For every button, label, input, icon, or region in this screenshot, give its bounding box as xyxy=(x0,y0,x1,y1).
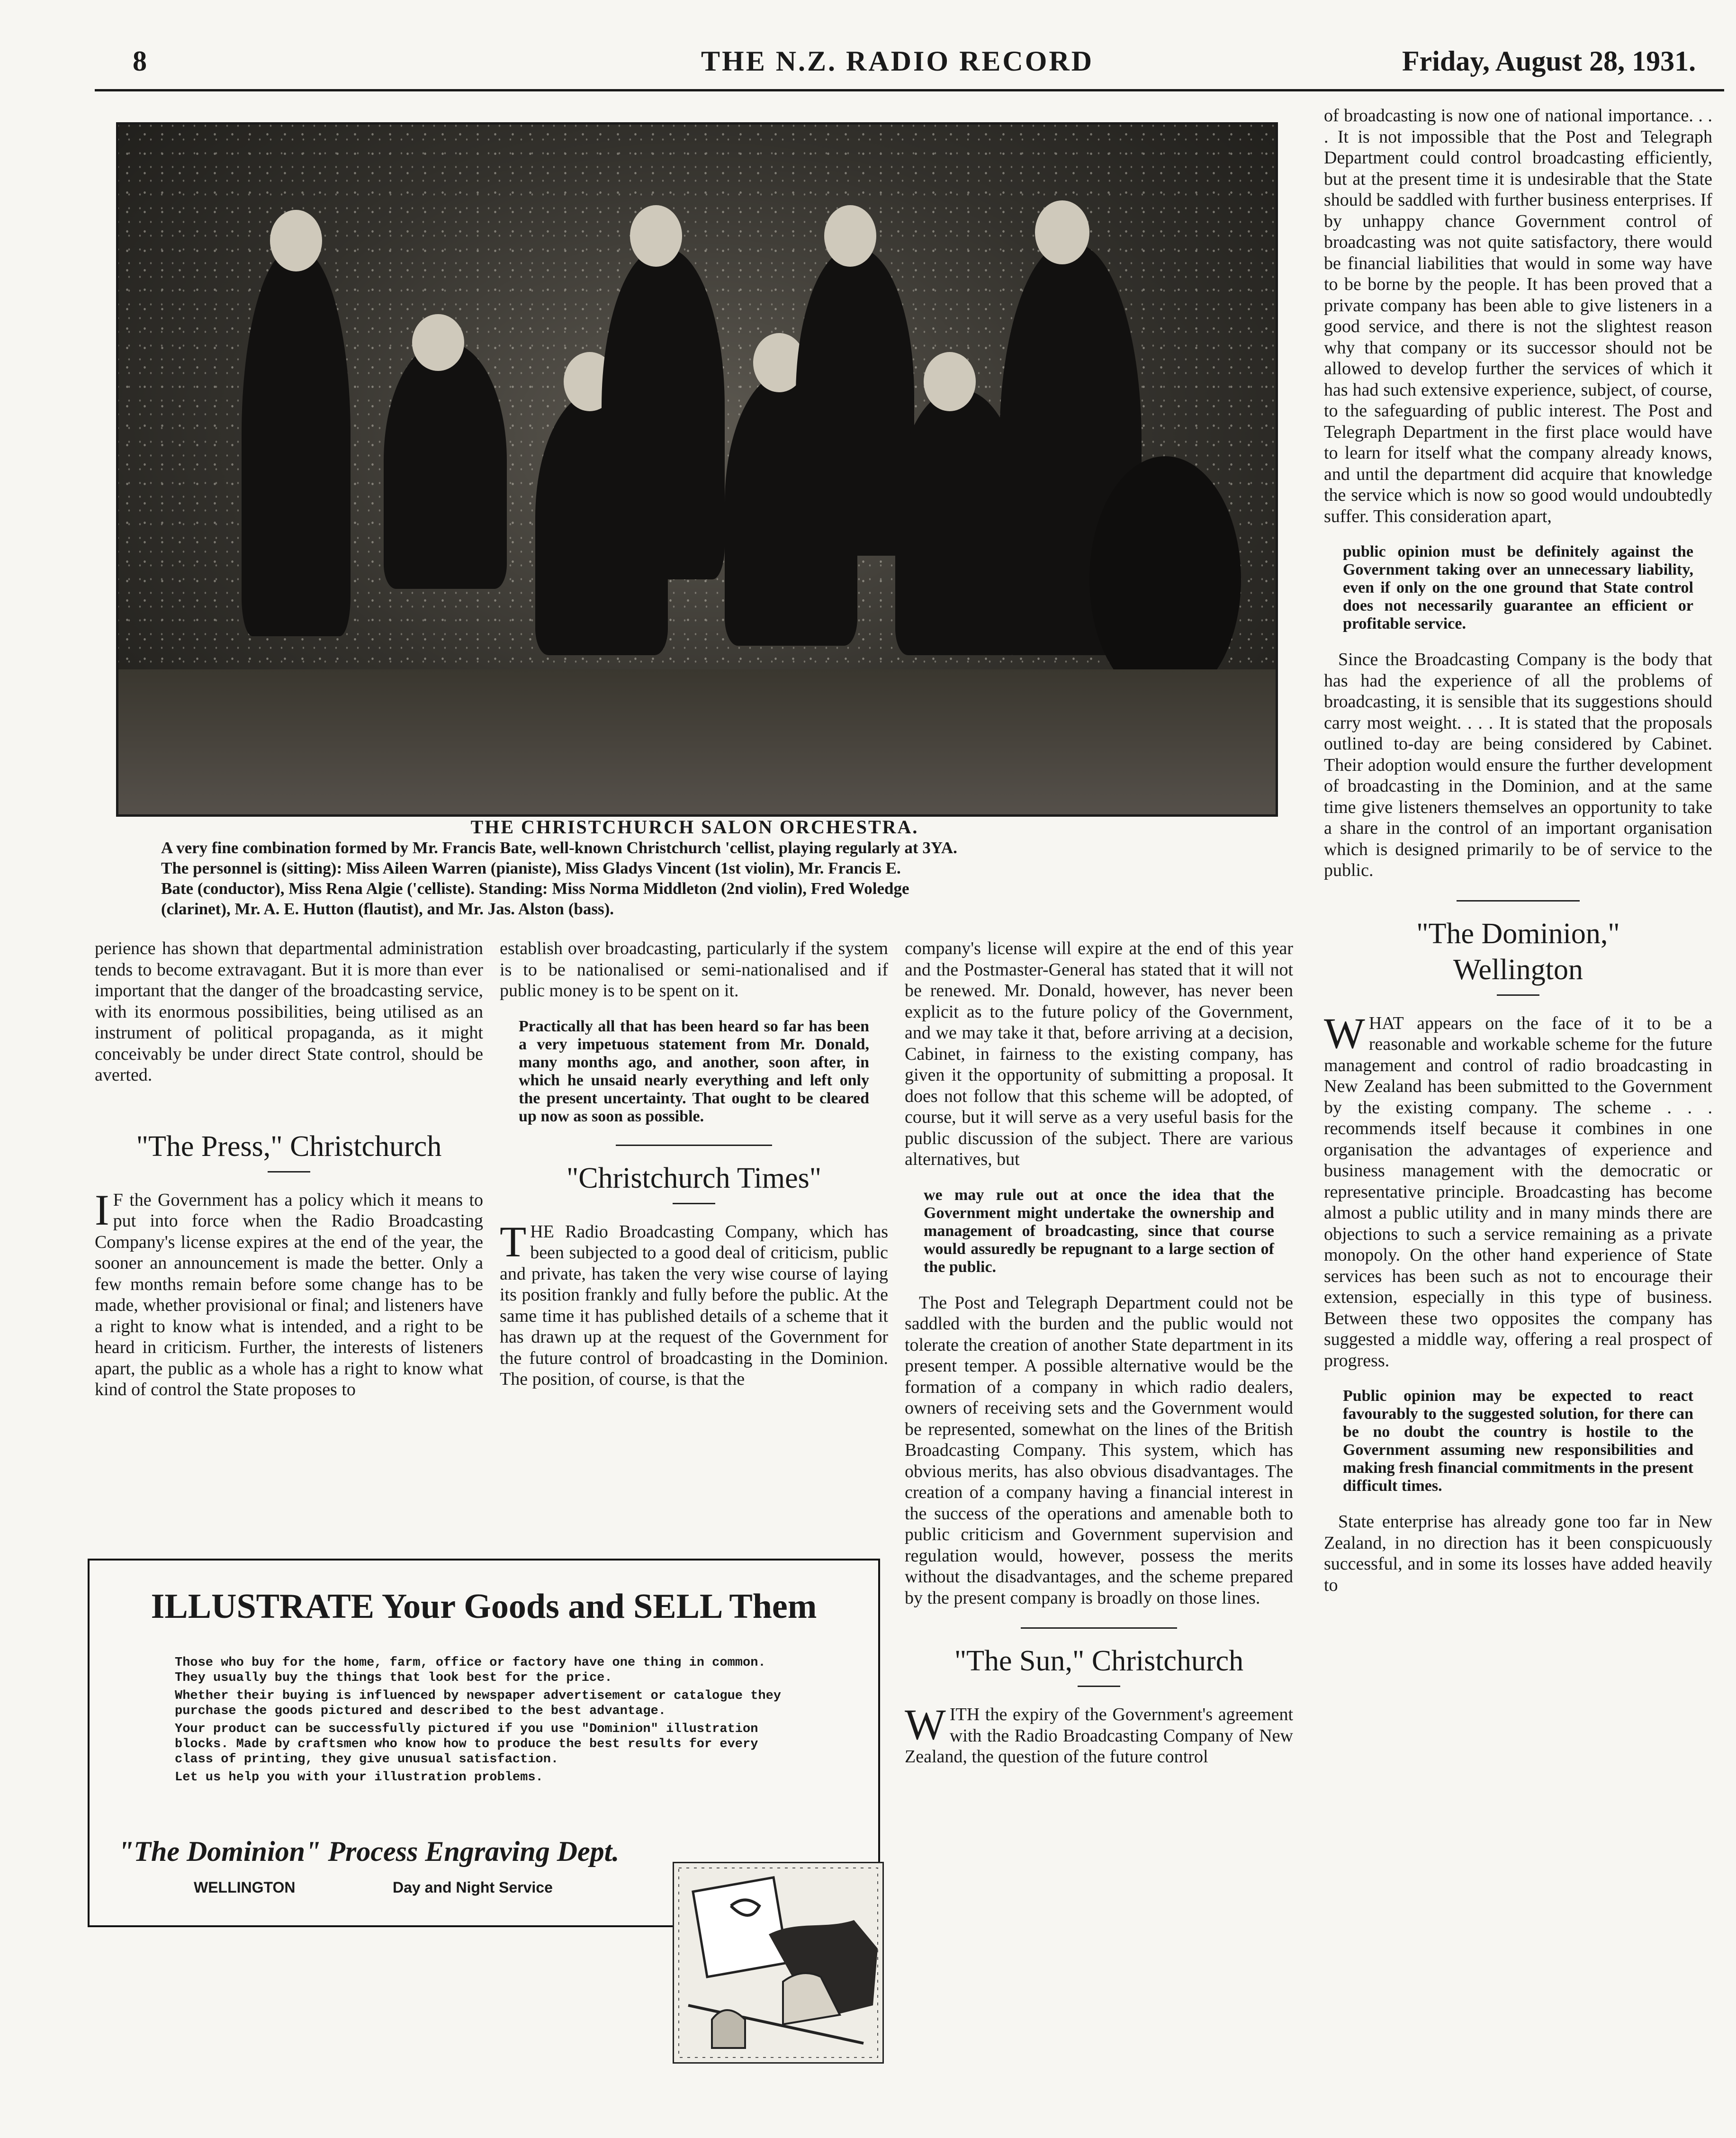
drop-cap: W xyxy=(905,1700,946,1749)
ad-paragraph: Whether their buying is influenced by newspaper advertisement or catalogue they purchase the goods pictured and described to the best advantage. xyxy=(175,1689,782,1718)
section-divider xyxy=(1457,900,1580,902)
issue-date: Friday, August 28, 1931. xyxy=(1402,45,1696,77)
drop-cap: T xyxy=(500,1217,527,1266)
section-divider xyxy=(1021,1627,1177,1629)
ad-paragraph: Let us help you with your illustration problems. xyxy=(175,1770,543,1785)
article-text: THE Radio Broadcasting Company, which has been subjected to a good deal of criticism, public and private, has taken the very wise course of laying its position frankly and fully before the public. At the same time it has published details of a scheme that it has drawn up at the request of the Government for the future control of broadcasting in the Dominion. The position, of course, is that the xyxy=(500,1217,888,1389)
photo-title: THE CHRISTCHURCH SALON ORCHESTRA. xyxy=(470,816,919,838)
article-text: I F the Government has a policy which it means to put into force when the Radio Broadcasting Company's license expires at the end of the year, the sooner an announcement is made the better. Only a few months remain before some change has to be made, whether provisional or final; and listeners have a right to know what is intended, and a right to be heard in criticism. Further, the interests of listeners apart, the public as a whole has a right to know what kind of control the State proposes to xyxy=(95,1185,483,1399)
ad-paragraph: Those who buy for the home, farm, office or factory have one thing in common. They usually buy the things that look best for the price. xyxy=(175,1656,766,1685)
section-heading: "Christchurch Times" xyxy=(566,1162,822,1194)
drop-cap: W xyxy=(1324,1009,1365,1057)
article-text: Since the Broadcasting Company is the body that has had the experience of all the problems of broadcasting, it is sensible that its suggestions should carry most weight. . . . It is stated that the proposals outlined to-day are being considered by Cabinet. Their adoption would ensure the further development of broadcasting in the Dominion, and at the same time give listeners themselves an opportunity to take a share in the control of an important organisation which is designed primarily to be of service to the public. xyxy=(1324,650,1712,880)
ad-service: Day and Night Service xyxy=(393,1879,553,1896)
ad-city: WELLINGTON xyxy=(194,1879,296,1896)
article-text: The Post and Telegraph Department could not be saddled with the burden and the public would not tolerate the creation of another State department in its present temper. A possible alternative would be the formation of a company in which radio dealers, owners of receiving sets and the Government would be represented, somewhat on the lines of the British Broadcasting Company. This system, which has obvious merits, has also obvious disadvantages. The creation of a company having a financial interest in the success of the operations and amenable both to public criticism and Government supervision and regulation would, however, possess the merits without the disadvantages, and the scheme prepared by the present company is broadly on those lines. xyxy=(905,1292,1293,1608)
article-text: perience has shown that departmental administration tends to become extravagant. But it is more than ever important that the danger of the broadcasting service, with its enormous possibilities, being utilised as an instrument of political propaganda, as it might conceivably be under direct State control, should be averted. xyxy=(95,938,483,1085)
article-text: WITH the expiry of the Government's agreement with the Radio Broadcasting Company of New Zealand, the question of the future control xyxy=(905,1700,1293,1767)
header-rule xyxy=(95,89,1724,91)
column-3 xyxy=(905,938,1293,1768)
page-number: 8 xyxy=(133,45,147,77)
article-text: WHAT appears on the face of it to be a reasonable and workable scheme for the future management and control of radio broadcasting in New Zealand has been submitted to the Government by the existing company. The scheme . . . recommends itself because it combines in one organisation the advantages of experience and business management with the democratic or representative principle. Broadcasting has become almost a public utility and in many minds there are objections to such a service remaining as a private monopoly. On the other hand experience of State services has been such as not to encourage their extension, especially in this type of business. Between these two opposites the company has suggested a middle way, offering a real prospect of progress. xyxy=(1324,1009,1712,1371)
heading-rule xyxy=(673,1203,715,1204)
section-divider xyxy=(616,1145,772,1146)
drop-cap: I xyxy=(95,1185,109,1234)
section-heading: "The Sun," Christchurch xyxy=(954,1645,1244,1677)
publication-title: THE N.Z. RADIO RECORD xyxy=(701,45,1094,77)
section-heading: "The Dominion," Wellington xyxy=(1416,917,1620,986)
photo-caption xyxy=(161,838,1265,919)
caption-line: A very fine combination formed by Mr. Francis Bate, well-known Christchurch 'cellist, playing regularly at 3YA. xyxy=(161,839,957,857)
ad-body xyxy=(175,1655,800,1785)
pull-quote: public opinion must be definitely against the Government taking over an unnecessary liability, even if only on the one ground that State control does not necessarily guarantee an efficient or profitable service. xyxy=(1343,543,1693,632)
column-4 xyxy=(1324,105,1712,1596)
heading-rule xyxy=(268,1171,310,1173)
column-1 xyxy=(95,938,483,1400)
article-text: company's license will expire at the end of this year and the Postmaster-General has stated that it will not be renewed. Mr. Donald, however, has never been explicit as to the future policy of the Government, and we may take it that, before arriving at a decision, Cabinet, in fairness to the existing company, has given it the opportunity of submitting a proposal. It does not follow that this scheme will be adopted, of course, but it will serve as a very useful basis for the public discussion of the subject. There are various alternatives, but xyxy=(905,938,1293,1169)
ad-paragraph: Your product can be successfully pictured if you use "Dominion" illustration blocks. Made by craftsmen who know how to produce the best results for every class of printing, they give unusual satisfaction. xyxy=(175,1722,758,1767)
orchestra-photo xyxy=(116,122,1278,817)
ad-headline: ILLUSTRATE Your Goods and SELL Them xyxy=(151,1587,817,1626)
pull-quote: we may rule out at once the idea that the Government might undertake the ownership and management of broadcasting, since that course would assuredly be repugnant to a large section of the public. xyxy=(924,1186,1274,1276)
article-text: of broadcasting is now one of national importance. . . . It is not impossible that the Post and Telegraph Department could control broadcasting efficiently, but at the present time it is undesirable that the State should be saddled with further business enterprises. If by unhappy chance Government control of broadcasting was not quite satisfactory, there would be financial liabilities that would in some way have to be borne by the people. It has been proved that a private company has been able to give listeners in a good service, and there is not the slightest reason why that company or its successor should not be allowed to develop further the services of which it has had such extensive experience, subject, of course, to the safeguarding of public interest. The Post and Telegraph Department in the first place would have to learn for itself what the company already knows, and until the department did acquire that knowledge the service which is now so good would undoubtedly suffer. This consideration apart, xyxy=(1324,106,1712,526)
section-heading: "The Press," Christchurch xyxy=(136,1130,442,1163)
pull-quote: Practically all that has been heard so far has been a very impetuous statement from Mr. Donald, many months ago, and another, soon after, in which he unsaid nearly everything and left only the present uncertainty. That ought to be cleared up now as soon as possible. xyxy=(519,1017,869,1125)
ad-company-name: "The Dominion" Process Engraving Dept. xyxy=(118,1836,620,1867)
caption-line: (clarinet), Mr. A. E. Hutton (flautist), and Mr. Jas. Alston (bass). xyxy=(161,900,614,918)
caption-line: Bate (conductor), Miss Rena Algie ('celliste). Standing: Miss Norma Middleton (2nd violin), Fred Woledge xyxy=(161,879,909,898)
article-text: establish over broadcasting, particularly if the system is to be nationalised or semi-nationalised and if public money is to be spent on it. xyxy=(500,938,888,1001)
page-header xyxy=(114,45,1724,88)
heading-rule xyxy=(1497,994,1539,996)
column-2 xyxy=(500,938,888,1390)
article-text: State enterprise has already gone too far in New Zealand, in no direction has it been conspicuously successful, and in some its losses have added heavily to xyxy=(1324,1512,1712,1595)
caption-line: The personnel is (sitting): Miss Aileen Warren (pianiste), Miss Gladys Vincent (1st violin), Mr. Francis E. xyxy=(161,859,901,877)
ad-illustration xyxy=(673,1862,884,2064)
pull-quote: Public opinion may be expected to react favourably to the suggested solution, for there can be no doubt the country is hostile to the Government assuming new responsibilities and making fresh financial commitments in the present difficult times. xyxy=(1343,1387,1693,1495)
heading-rule xyxy=(1078,1686,1120,1687)
